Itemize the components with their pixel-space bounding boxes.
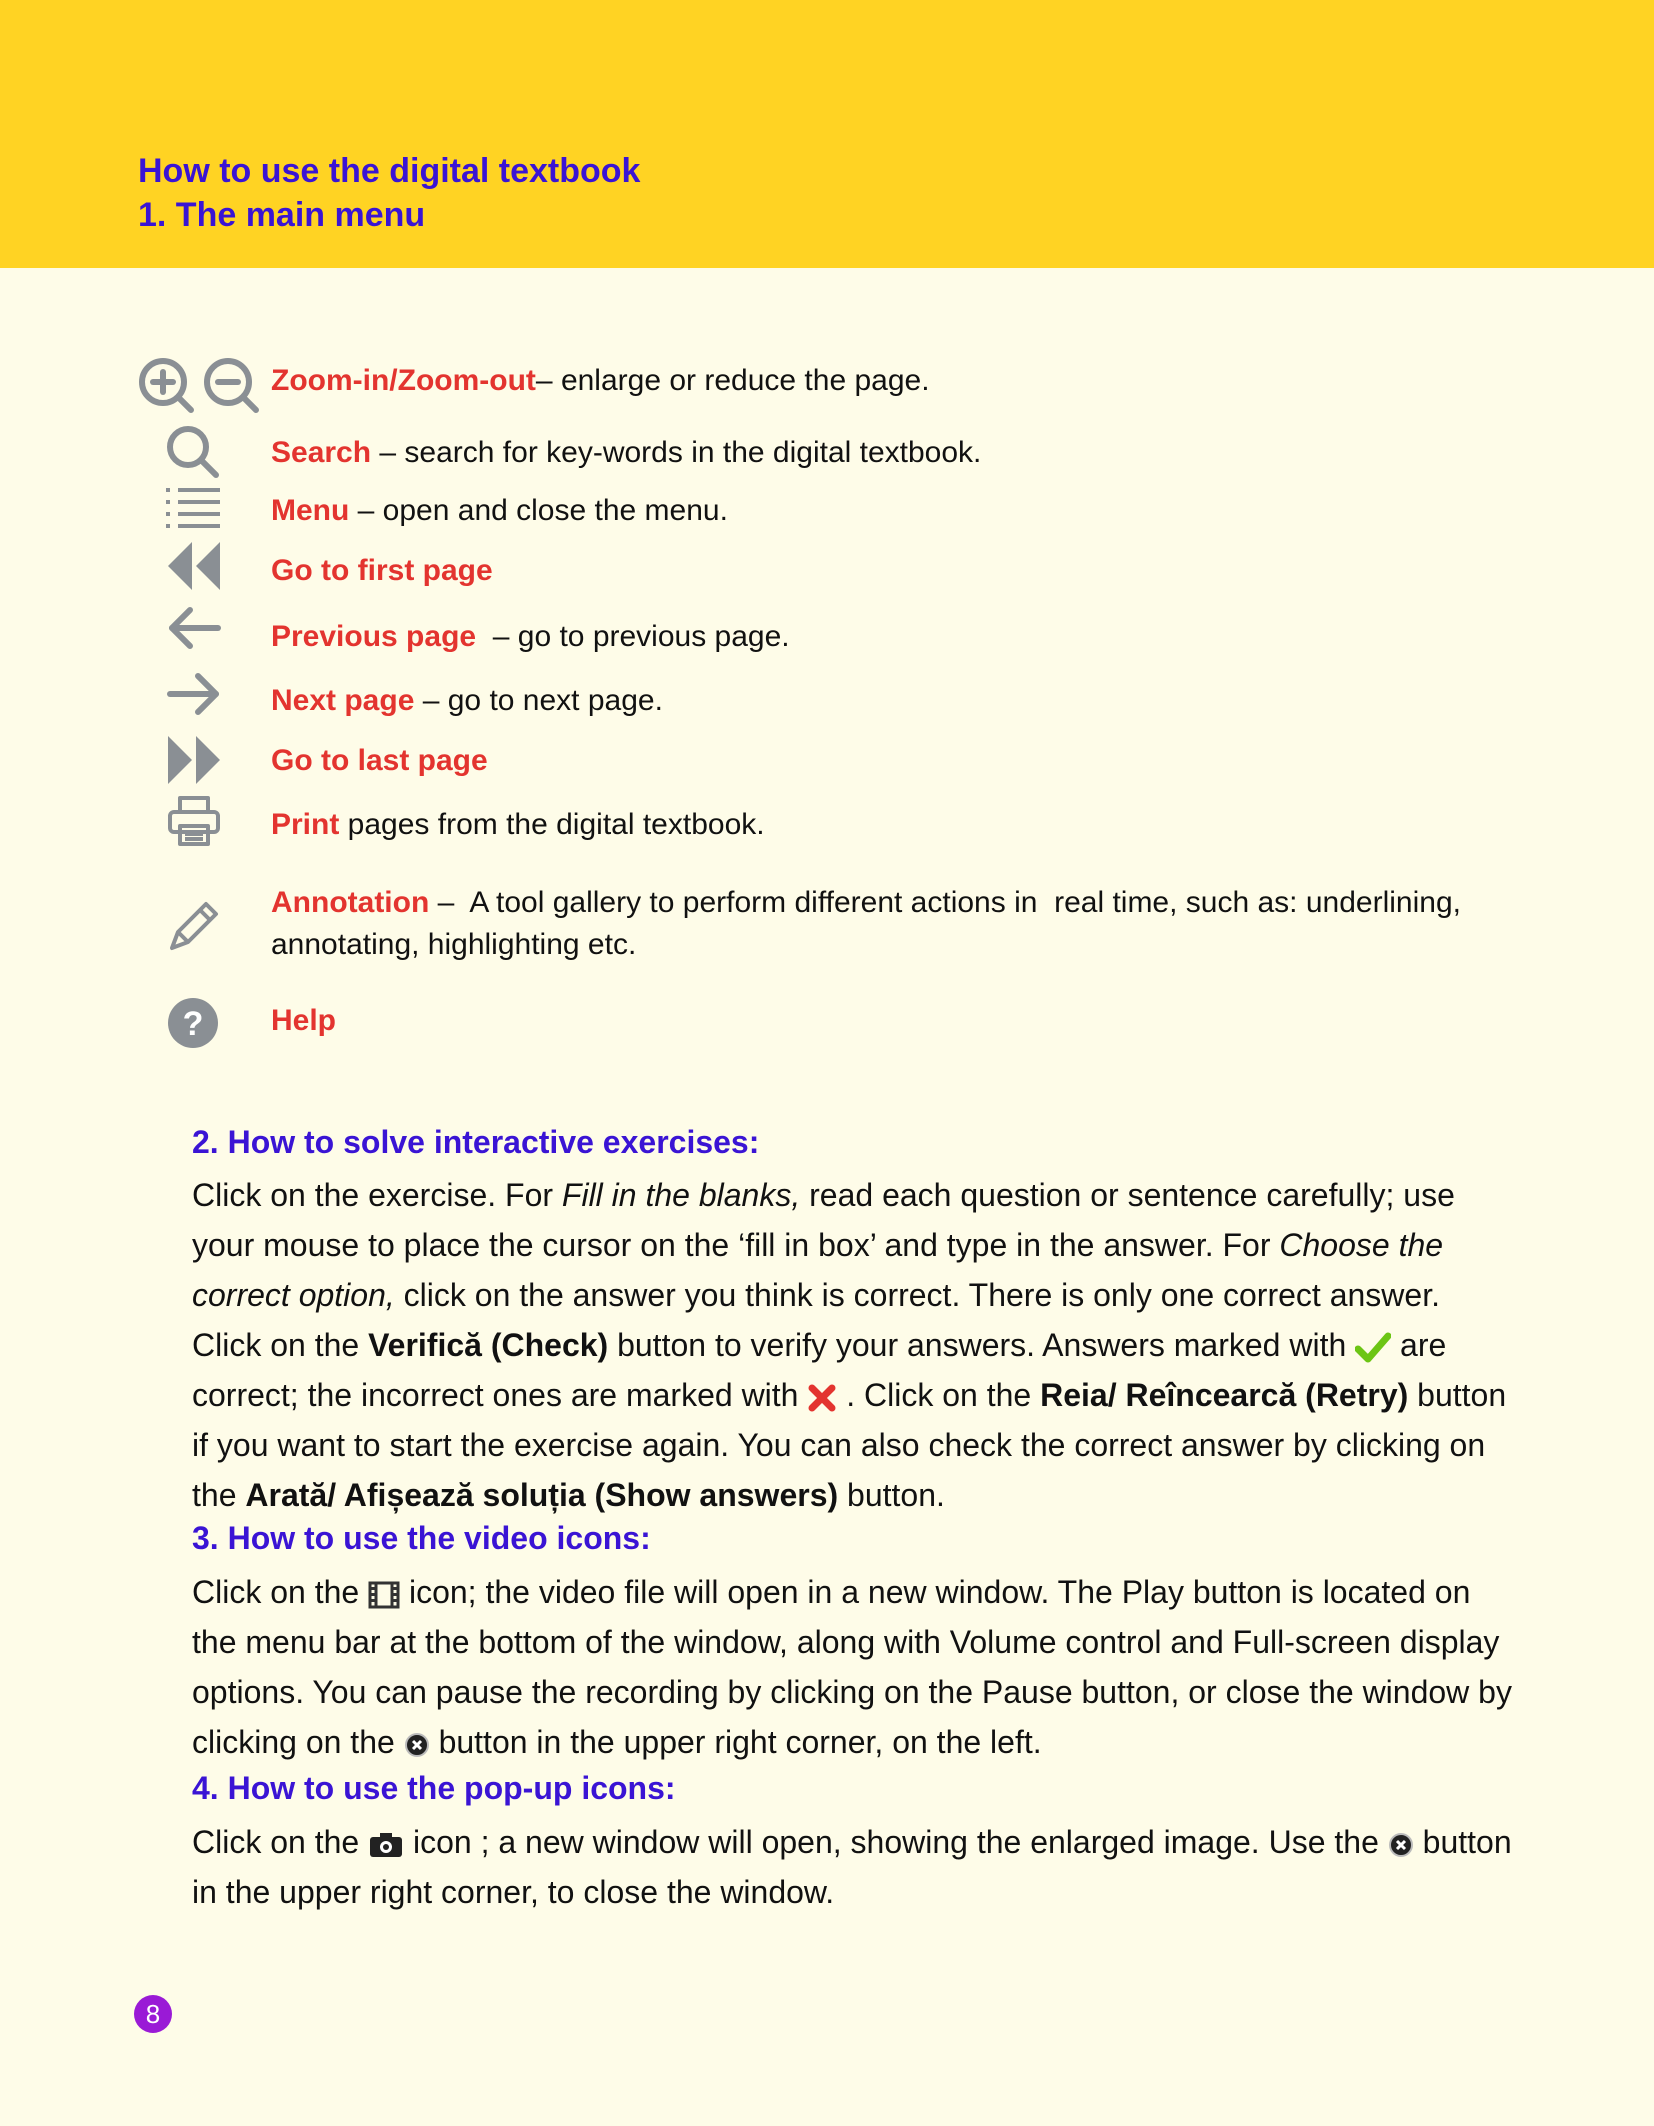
menu-label-zoom: Zoom-in/Zoom-out — [271, 364, 536, 397]
menu-item-search — [271, 432, 1471, 474]
menu-item-last-page — [271, 740, 1471, 782]
show-answers-button-name: Arată/ Afișează soluția (Show answers) — [245, 1477, 839, 1513]
menu-item-help — [271, 1000, 1471, 1042]
text: click on the answer you think is correct. There is only one correct answer. Click on the — [192, 1277, 1440, 1363]
text-italic: Choose the correct option, — [192, 1227, 1444, 1313]
menu-desc-zoom: – enlarge or reduce the page. — [535, 364, 930, 397]
menu-desc-annotation: – A tool gallery to perform different actions in real time, such as: underlining, annotating, highlighting etc. — [271, 886, 1470, 961]
paragraph-exercises — [192, 1170, 1512, 1520]
section-title-main-menu: 1. The main menu — [138, 196, 426, 234]
text: are correct; the incorrect ones are marked with — [192, 1327, 1447, 1413]
menu-label-next-page: Next page — [271, 684, 415, 717]
section-title-popup: 4. How to use the pop-up icons: — [192, 1770, 676, 1806]
zoom-in-out-icon — [136, 356, 260, 416]
first-page-icon — [166, 540, 222, 592]
previous-page-icon — [166, 606, 222, 650]
menu-label-search: Search — [271, 436, 372, 469]
check-button-name: Verifică (Check) — [368, 1327, 609, 1363]
menu-label-previous-page: Previous page — [271, 620, 477, 653]
section-title-video: 3. How to use the video icons: — [192, 1520, 651, 1556]
pencil-icon — [168, 898, 220, 952]
text: button. — [838, 1477, 945, 1513]
menu-label-help: Help — [271, 1004, 337, 1037]
menu-desc-search: – search for key-words in the digital textbook. — [371, 436, 982, 469]
close-icon — [1388, 1832, 1414, 1858]
menu-item-previous-page — [271, 616, 1471, 658]
text: button in the upper right corner, to close the window. — [192, 1824, 1512, 1910]
text: Click on the — [192, 1574, 369, 1610]
text: icon ; a new window will open, showing the enlarged image. Use the — [404, 1824, 1388, 1860]
text: button if you want to start the exercise again. You can also check the correct answer by clicking on the — [192, 1377, 1507, 1513]
header-band — [0, 0, 1654, 268]
camera-icon — [368, 1831, 404, 1859]
page-title: How to use the digital textbook — [138, 152, 641, 190]
menu-desc-print: pages from the digital textbook. — [339, 808, 765, 841]
last-page-icon — [166, 734, 222, 786]
menu-item-annotation — [271, 882, 1471, 966]
next-page-icon — [166, 672, 222, 716]
menu-label-menu: Menu — [271, 494, 350, 527]
menu-label-first-page: Go to first page — [271, 554, 493, 587]
menu-item-first-page — [271, 550, 1471, 592]
menu-label-annotation: Annotation — [271, 886, 430, 919]
retry-button-name: Reia/ Reîncearcă (Retry) — [1040, 1377, 1409, 1413]
menu-item-print — [271, 804, 1471, 846]
menu-desc-previous-page: – go to previous page. — [476, 620, 790, 653]
section-title-exercises: 2. How to solve interactive exercises: — [192, 1124, 760, 1160]
checkmark-icon — [1355, 1332, 1391, 1364]
menu-label-last-page: Go to last page — [271, 744, 488, 777]
text: button to verify your answers. Answers marked with — [608, 1327, 1356, 1363]
menu-desc-menu: – open and close the menu. — [349, 494, 728, 527]
menu-item-zoom — [271, 360, 1471, 402]
menu-list-icon — [166, 486, 222, 530]
paragraph-popup — [192, 1817, 1512, 1917]
cross-mark-icon — [807, 1383, 837, 1413]
text-italic: Fill in the blanks, — [561, 1177, 801, 1213]
page-number-badge: 8 — [134, 1995, 172, 2033]
menu-item-menu — [271, 490, 1471, 532]
text: Click on the exercise. For — [192, 1177, 562, 1213]
close-icon — [404, 1732, 430, 1758]
text: . Click on the — [837, 1377, 1041, 1413]
text: read each question or sentence carefully; use your mouse to place the cursor on the ‘fill in box’ and type in the answer. For — [192, 1177, 1455, 1263]
menu-label-print: Print — [271, 808, 340, 841]
menu-desc-next-page: – go to next page. — [414, 684, 663, 717]
paragraph-video — [192, 1567, 1512, 1767]
menu-item-next-page — [271, 680, 1471, 722]
text: icon; the video file will open in a new window. The Play button is located on the menu bar at the bottom of the window, along with Volume control and Full-screen display options. You can pause the recording by clicking on the Pause button, or close the window by clicking on the — [192, 1574, 1512, 1760]
text: Click on the — [192, 1824, 369, 1860]
search-icon — [164, 424, 224, 480]
film-strip-icon — [368, 1581, 400, 1609]
help-icon — [166, 996, 220, 1050]
text: button in the upper right corner, on the left. — [429, 1724, 1042, 1760]
svg-text:?: ? — [182, 1005, 204, 1043]
print-icon — [168, 796, 220, 848]
